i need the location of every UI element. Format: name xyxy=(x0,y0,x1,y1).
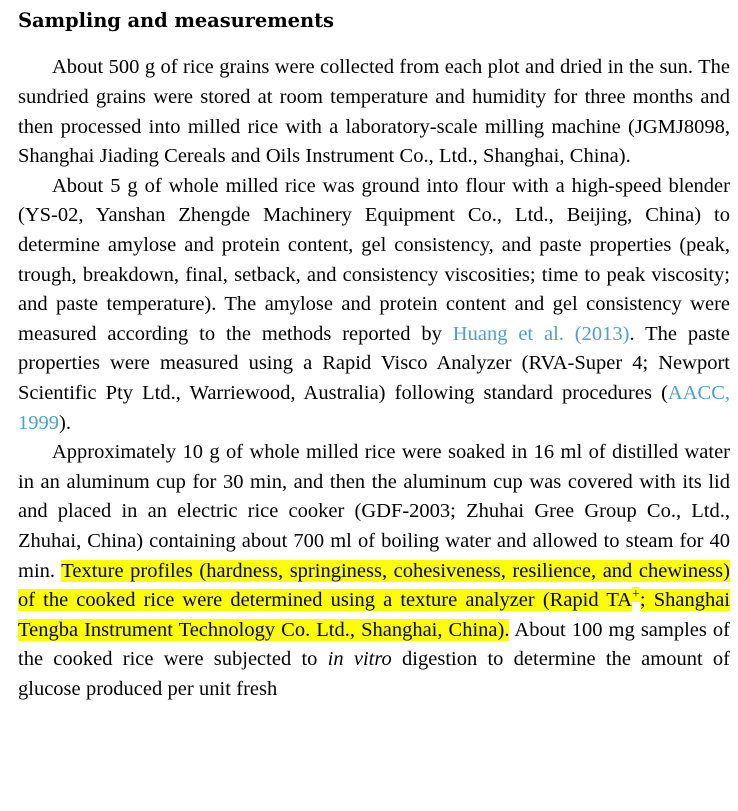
paragraph-3-text-c: digestion to determine the amount of glucose produced per unit fresh xyxy=(18,648,730,700)
paragraph-1-text: About 500 g of rice grains were collected from each plot and dried in the sun. The sundried grains were stored at room temperature and humidity for three months and then processed into milled rice with a laboratory-scale milling machine (JGMJ8098, Shanghai Jiading Cereals and Oils Instrument Co., Ltd., Shanghai, China). xyxy=(18,56,730,168)
section-heading: Sampling and measurements xyxy=(18,9,334,32)
paragraph-3 xyxy=(18,438,730,704)
paragraph-3-text-a: Approximately 10 g of whole milled rice were soaked in 16 ml of distilled water in an aluminum cup for 30 min, and then the aluminum cup was covered with its lid and placed in an electric rice cooker (GDF-2003; Zhuhai Gree Group Co., Ltd., Zhuhai, China) containing about 700 ml of boiling water and allowed to steam for 40 min. xyxy=(18,441,730,582)
highlighted-text-part-1: Texture profiles (hardness, springiness, cohesiveness, resilience, and chewiness) of the cooked rice were determined using a texture analyzer (Rapid TA xyxy=(18,559,730,612)
paragraph-3-text-b: About 100 mg samples of the cooked rice were subjected to xyxy=(18,618,731,671)
paragraph-2-text-c: ). xyxy=(59,411,71,434)
paragraph-2-text-b: . The paste properties were measured using a Rapid Visco Analyzer (RVA-Super 4; Newport Scientific Pty Ltd., Warriewood, Australia) following standard procedures ( xyxy=(18,322,730,404)
italic-term-in-vitro: in vitro xyxy=(327,648,392,671)
citation-link-aacc[interactable]: AACC, 1999 xyxy=(18,381,730,434)
citation-link-huang[interactable]: Huang et al. (2013) xyxy=(452,322,630,345)
paragraph-2 xyxy=(18,172,730,438)
paragraph-2-text-a: About 5 g of whole milled rice was ground into flour with a high-speed blender (YS-02, Yanshan Zhengde Machinery Equipment Co., Ltd., Beijing, China) to determine amylose and protein content, gel consistency, and paste properties (peak, trough, breakdown, final, setback, and consistency viscosities; time to peak viscosity; and paste temperature). The amylose and protein content and gel consistency were measured according to the methods reported by xyxy=(18,174,730,345)
highlighted-text-part-2: ; Shanghai Tengba Instrument Technology Co. Ltd., Shanghai, China). xyxy=(18,589,730,641)
highlighted-superscript: + xyxy=(632,587,640,603)
paragraph-1 xyxy=(18,53,730,171)
